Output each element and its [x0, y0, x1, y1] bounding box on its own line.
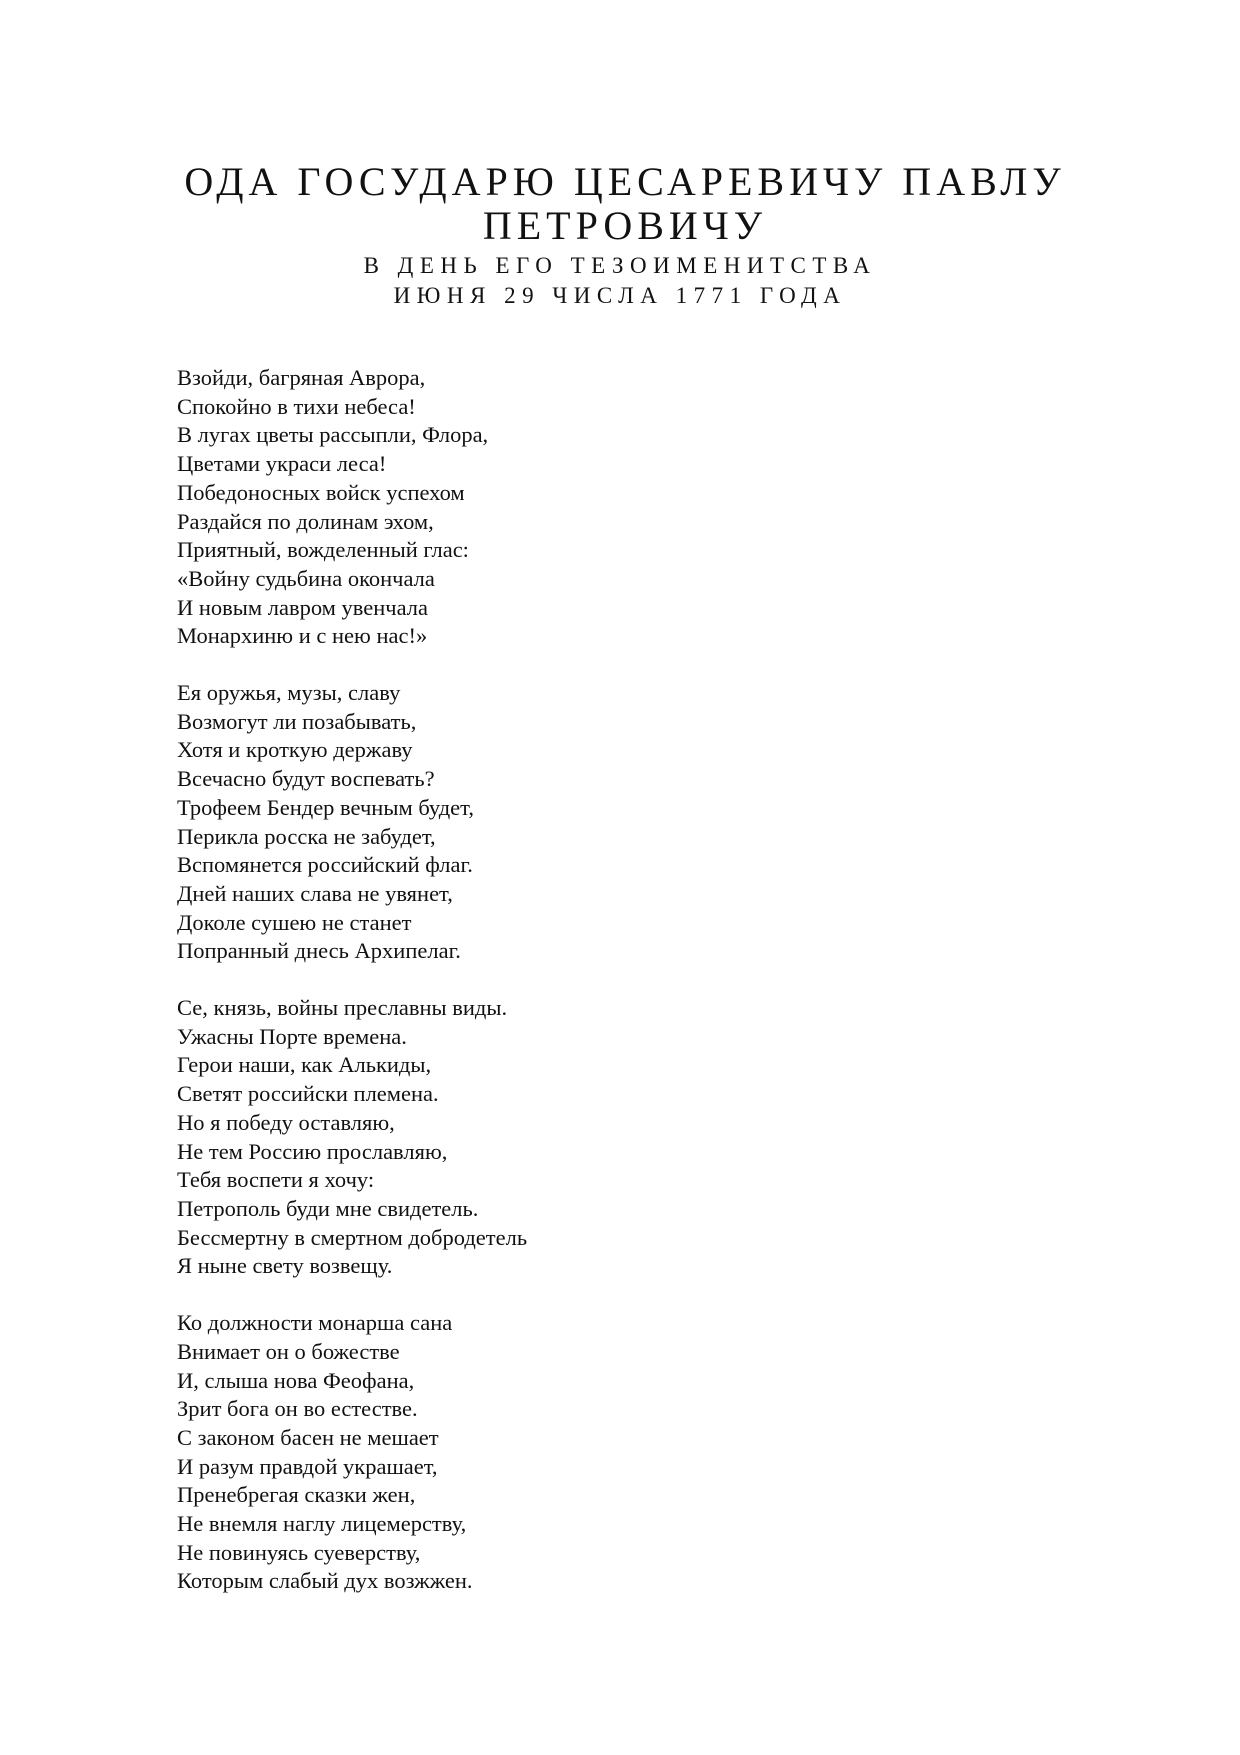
stanza-2 [177, 679, 1077, 966]
stanza-4 [177, 1309, 1077, 1596]
subtitle-line-2: ИЮНЯ 29 ЧИСЛА 1771 ГОДА [393, 283, 847, 308]
poem-line: Раздайся по долинам эхом, [177, 508, 434, 534]
poem-line: Петрополь буди мне свидетель. [177, 1195, 479, 1221]
poem-line: Бессмертну в смертном добродетель [177, 1224, 528, 1250]
poem-line: Внимает он о божестве [177, 1338, 400, 1364]
poem-line: Монархиню и с нею нас!» [177, 623, 428, 649]
subtitle-line-1: В ДЕНЬ ЕГО ТЕЗОИМЕНИТСТВА [363, 253, 877, 278]
document-header [0, 160, 1240, 311]
poem-line: Ужасны Порте времена. [177, 1023, 407, 1049]
poem-line: Я ныне свету возвещу. [177, 1253, 393, 1279]
poem-line: В лугах цветы рассыпли, Флора, [177, 422, 489, 448]
title-line-2: ПЕТРОВИЧУ [482, 203, 768, 248]
poem-line: Дней наших слава не увянет, [177, 880, 453, 906]
poem-line: Трофеем Бендер вечным будет, [177, 794, 474, 820]
poem-line: Зрит бога он во естестве. [177, 1396, 418, 1422]
poem-line: Взойди, багряная Аврора, [177, 365, 426, 390]
poem-line: Попранный днесь Архипелаг. [177, 938, 461, 964]
poem-line: С законом басен не мешает [177, 1424, 439, 1450]
poem-line: Ко должности монарша сана [177, 1310, 453, 1336]
poem-line: Не внемля наглу лицемерству, [177, 1511, 467, 1537]
poem-line: Приятный, вожделенный глас: [177, 537, 469, 563]
poem-line: Ея оружья, музы, славу [177, 680, 401, 706]
poem-line: И, слыша нова Феофана, [177, 1367, 415, 1393]
poem-line: Не повинуясь суеверству, [177, 1539, 421, 1565]
poem-line: Герои наши, как Алькиды, [177, 1052, 432, 1078]
poem-line: Возмогут ли позабывать, [177, 708, 417, 734]
poem-line: Тебя воспети я хочу: [177, 1167, 375, 1193]
poem-line: Которым слабый дух возжжен. [177, 1568, 473, 1594]
poem-line: Не тем Россию прославляю, [177, 1138, 448, 1164]
poem-line: Доколе сушею не станет [177, 909, 412, 935]
poem-line: Се, князь, войны преславны виды. [177, 995, 508, 1021]
poem-line: Хотя и кроткую державу [177, 737, 413, 763]
title-line-1: ОДА ГОСУДАРЮ ЦЕСАРЕВИЧУ ПАВЛУ [184, 159, 1066, 204]
stanza-1 [177, 364, 1077, 651]
stanza-3 [177, 994, 1077, 1281]
poem-line: И новым лавром увенчала [177, 594, 429, 620]
poem-line: Но я победу оставляю, [177, 1109, 395, 1135]
poem-line: Спокойно в тихи небеса! [177, 393, 416, 419]
poem-line: И разум правдой украшает, [177, 1453, 438, 1479]
poem-line: Перикла росска не забудет, [177, 823, 436, 849]
poem-body [177, 364, 1077, 1624]
poem-line: Победоносных войск успехом [177, 479, 465, 505]
poem-line: «Войну судьбина окончала [177, 565, 435, 591]
poem-line: Вспомянется российский флаг. [177, 852, 473, 878]
poem-line: Всечасно будут воспевать? [177, 766, 435, 792]
poem-line: Цветами украси леса! [177, 451, 387, 477]
poem-line: Пренебрегая сказки жен, [177, 1482, 416, 1508]
poem-line: Светят российски племена. [177, 1081, 439, 1107]
